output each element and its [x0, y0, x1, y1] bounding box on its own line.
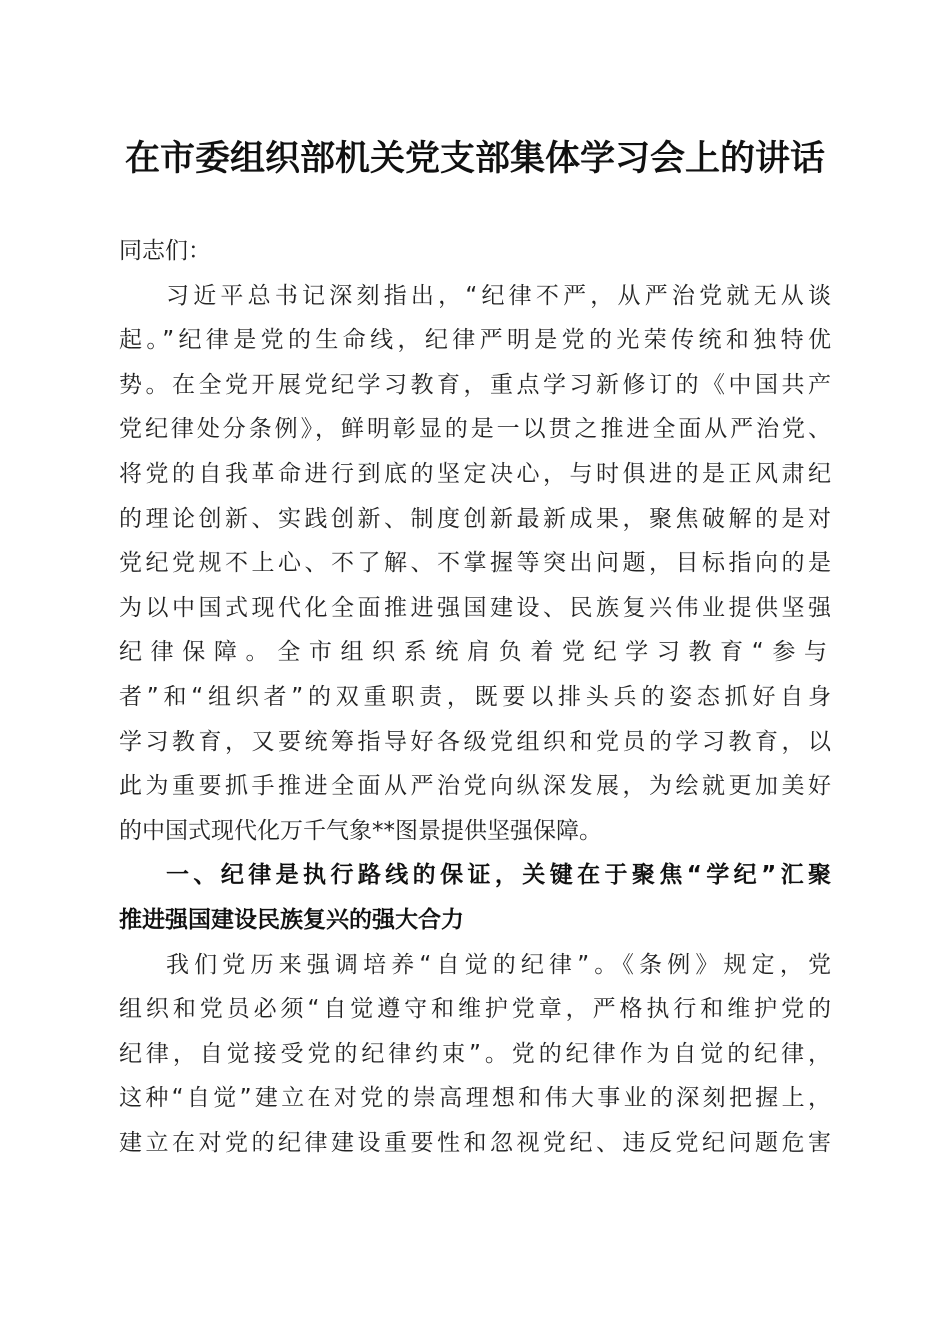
document-body	[119, 229, 831, 1165]
paragraph-line: 我们党历来强调培养“自觉的纪律”。《条例》规定，党	[166, 951, 831, 978]
paragraph-line: 者”和“组织者”的双重职责，既要以排头兵的姿态抓好自身	[119, 683, 831, 710]
heading-line: 一、纪律是执行路线的保证，关键在于聚焦“学纪”汇聚	[166, 862, 831, 889]
paragraph-line: 势。在全党开展党纪学习教育，重点学习新修订的《中国共产	[119, 371, 831, 398]
paragraph-line: 为以中国式现代化全面推进强国建设、民族复兴伟业提供坚强	[119, 594, 831, 621]
paragraph-line: 起。”纪律是党的生命线，纪律严明是党的光荣传统和独特优	[119, 327, 831, 354]
paragraph-line: 这种“自觉”建立在对党的崇高理想和伟大事业的深刻把握上，	[119, 1085, 831, 1112]
paragraph-line: 建立在对党的纪律建设重要性和忽视党纪、违反党纪问题危害	[119, 1129, 831, 1156]
paragraph-line: 纪律保障。全市组织系统肩负着党纪学习教育“参与	[119, 639, 831, 666]
paragraph-line: 此为重要抓手推进全面从严治党向纵深发展，为绘就更加美好	[119, 773, 831, 800]
paragraph-line: 的中国式现代化万千气象**图景提供坚强保障。	[119, 817, 602, 844]
heading-line: 推进强国建设民族复兴的强大合力	[119, 906, 464, 933]
paragraph-line: 党纪律处分条例》，鲜明彰显的是一以贯之推进全面从严治党、	[119, 416, 831, 443]
paragraph-line: 党纪党规不上心、不了解、不掌握等突出问题，目标指向的是	[119, 550, 831, 577]
paragraph-line: 的理论创新、实践创新、制度创新最新成果，聚焦破解的是对	[119, 505, 831, 532]
paragraph-line: 组织和党员必须“自觉遵守和维护党章，严格执行和维护党的	[119, 996, 831, 1023]
paragraph-2	[119, 943, 831, 1166]
salutation: 同志们：	[119, 238, 211, 264]
paragraph-line: 习近平总书记深刻指出，“纪律不严，从严治党就无从谈	[166, 282, 831, 309]
paragraph-1	[119, 274, 831, 854]
paragraph-line: 学习教育，又要统筹指导好各级党组织和党员的学习教育，以	[119, 728, 831, 755]
document-title: 在市委组织部机关党支部集体学习会上的讲话	[124, 138, 825, 179]
paragraph-line: 纪律，自觉接受党的纪律约束”。党的纪律作为自觉的纪律，	[119, 1040, 831, 1067]
paragraph-line: 将党的自我革命进行到底的坚定决心，与时俱进的是正风肃纪	[119, 460, 831, 487]
section-heading-1	[119, 853, 831, 942]
